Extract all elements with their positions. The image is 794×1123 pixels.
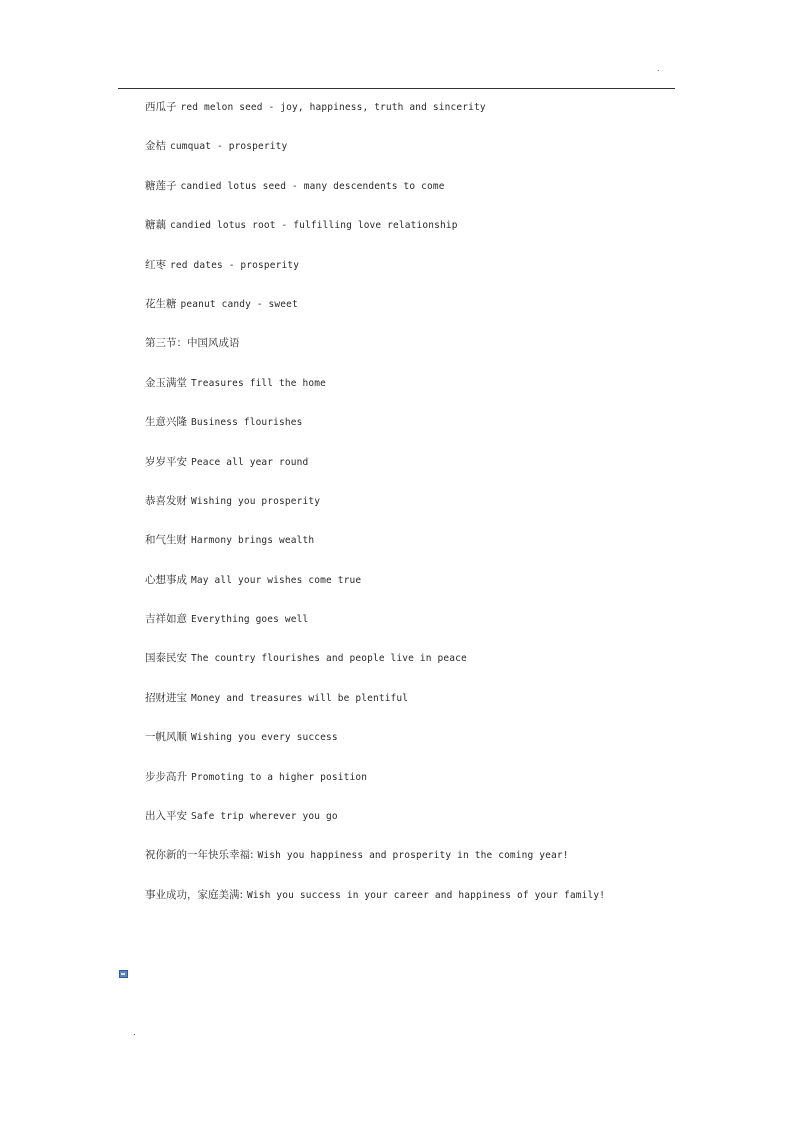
list-item xyxy=(145,729,705,768)
chinese-text: 出入平安 xyxy=(145,810,187,823)
list-item xyxy=(145,138,705,177)
chinese-text: 吉祥如意 xyxy=(145,613,187,626)
list-item xyxy=(145,257,705,296)
english-text: cumquat - prosperity xyxy=(170,141,288,153)
list-item xyxy=(145,769,705,808)
chinese-text: 生意兴隆 xyxy=(145,416,187,429)
chinese-text: 第三节：中国风成语 xyxy=(145,337,240,350)
chinese-text: 金桔 xyxy=(145,140,166,153)
english-text: Everything goes well xyxy=(191,614,309,626)
list-item xyxy=(145,375,705,414)
footer-mark: . xyxy=(133,1028,136,1037)
english-text: May all your wishes come true xyxy=(191,574,362,586)
english-text: peanut candy - sweet xyxy=(180,298,298,310)
chinese-text: 糖莲子 xyxy=(145,179,177,192)
english-text: Money and treasures will be plentiful xyxy=(191,692,409,704)
chinese-text: 恭喜发财 xyxy=(145,494,187,507)
english-text: Wishing you prosperity xyxy=(191,495,321,507)
chinese-text: 心想事成 xyxy=(145,573,187,586)
chinese-text: 糖藕 xyxy=(145,219,166,232)
list-item xyxy=(145,454,705,493)
english-text: The country flourishes and people live in peace xyxy=(191,653,467,665)
list-item xyxy=(145,572,705,611)
english-text: Harmony brings wealth xyxy=(191,535,315,547)
broken-image-icon xyxy=(119,970,128,978)
chinese-text: 招财进宝 xyxy=(145,691,187,704)
list-item xyxy=(145,690,705,729)
section-heading xyxy=(145,335,705,374)
english-text: Peace all year round xyxy=(191,456,309,468)
chinese-text: 和气生财 xyxy=(145,534,187,547)
header-rule xyxy=(118,88,675,89)
chinese-text: 红枣 xyxy=(145,258,166,271)
chinese-text: 一帆风顺 xyxy=(145,731,187,744)
list-item xyxy=(145,99,705,138)
english-text: red dates - prosperity xyxy=(170,259,300,271)
chinese-text: 金玉满堂 xyxy=(145,376,187,389)
english-text: Promoting to a higher position xyxy=(191,771,368,783)
header-mark: . xyxy=(657,64,660,73)
list-item xyxy=(145,217,705,256)
english-text: candied lotus seed - many descendents to come xyxy=(180,180,445,192)
list-item xyxy=(145,611,705,650)
list-item xyxy=(145,650,705,689)
chinese-text: 国泰民安 xyxy=(145,652,187,665)
english-text: Business flourishes xyxy=(191,417,303,429)
list-item xyxy=(145,887,705,926)
chinese-text: 事业成功，家庭美满: xyxy=(145,888,244,901)
list-item xyxy=(145,296,705,335)
list-item xyxy=(145,414,705,453)
chinese-text: 西瓜子 xyxy=(145,101,177,113)
english-text: red melon seed - joy, happiness, truth and sincerity xyxy=(180,102,486,113)
list-item xyxy=(145,847,705,886)
english-text: Wish you happiness and prosperity in the coming year! xyxy=(257,850,569,862)
english-text: candied lotus root - fulfilling love relationship xyxy=(170,220,458,232)
phrase-list xyxy=(145,99,705,926)
list-item xyxy=(145,532,705,571)
english-text: Safe trip wherever you go xyxy=(191,811,338,823)
english-text: Wish you success in your career and happiness of your family! xyxy=(247,889,606,901)
chinese-text: 祝你新的一年快乐幸福: xyxy=(145,849,254,862)
list-item xyxy=(145,493,705,532)
chinese-text: 花生糖 xyxy=(145,297,177,310)
list-item xyxy=(145,178,705,217)
chinese-text: 步步高升 xyxy=(145,770,187,783)
english-text: Wishing you every success xyxy=(191,732,338,744)
english-text: Treasures fill the home xyxy=(191,377,326,389)
chinese-text: 岁岁平安 xyxy=(145,455,187,468)
list-item xyxy=(145,808,705,847)
